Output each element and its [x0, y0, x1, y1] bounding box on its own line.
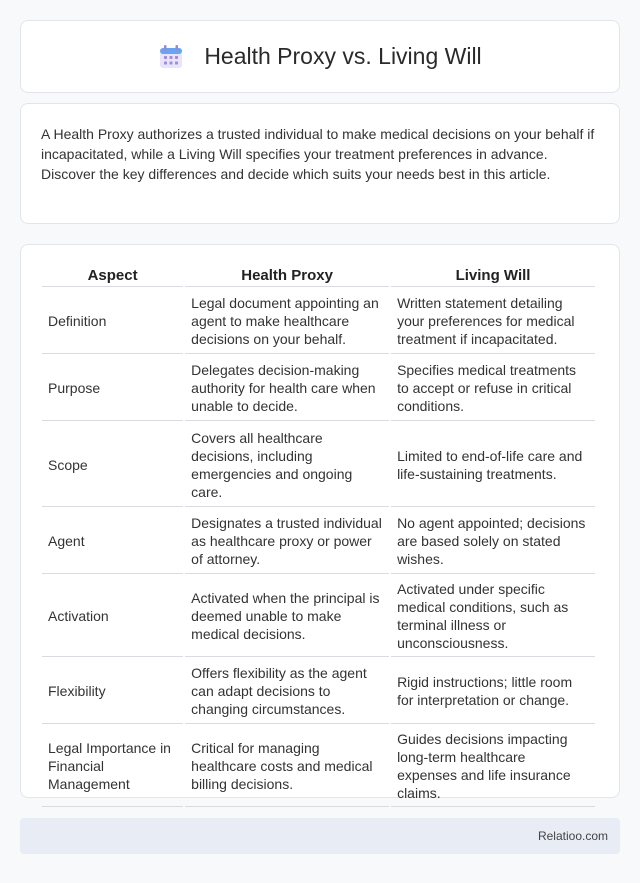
table-row: [42, 356, 595, 421]
intro-card: [20, 103, 620, 224]
page-title: Health Proxy vs. Living Will: [204, 43, 482, 69]
table-header-row: [42, 263, 595, 287]
row-will: Limited to end-of-life care and life-sustaining treatments.: [391, 423, 595, 507]
row-aspect: Definition: [42, 289, 183, 354]
table-row: [42, 576, 595, 657]
row-proxy: Offers flexibility as the agent can adapt decisions to changing circumstances.: [185, 659, 389, 724]
table-row: [42, 726, 595, 807]
row-proxy: Designates a trusted individual as healthcare proxy or power of attorney.: [185, 509, 389, 574]
table-row: [42, 509, 595, 574]
row-will: Activated under specific medical conditions, such as terminal illness or unconsciousness.: [391, 576, 595, 657]
row-aspect: Legal Importance in Financial Management: [42, 726, 183, 807]
row-proxy: Activated when the principal is deemed unable to make medical decisions.: [185, 576, 389, 657]
row-aspect: Flexibility: [42, 659, 183, 724]
row-will: Specifies medical treatments to accept or refuse in critical conditions.: [391, 356, 595, 421]
row-will: Guides decisions impacting long-term healthcare expenses and life insurance claims.: [391, 726, 595, 807]
header-aspect: Aspect: [42, 263, 183, 287]
footer: [20, 818, 620, 854]
row-aspect: Purpose: [42, 356, 183, 421]
table-row: [42, 659, 595, 724]
table-row: [42, 289, 595, 354]
row-will: No agent appointed; decisions are based solely on stated wishes.: [391, 509, 595, 574]
comparison-table: [40, 261, 597, 809]
footer-brand: Relatioo.com: [537, 829, 608, 843]
row-proxy: Legal document appointing an agent to make healthcare decisions on your behalf.: [185, 289, 389, 354]
row-will: Rigid instructions; little room for interpretation or change.: [391, 659, 595, 724]
row-proxy: Covers all healthcare decisions, including emergencies and ongoing care.: [185, 423, 389, 507]
row-aspect: Activation: [42, 576, 183, 657]
table-row: [42, 423, 595, 507]
header-health-proxy: Health Proxy: [185, 263, 389, 287]
row-will: Written statement detailing your preferences for medical treatment if incapacitated.: [391, 289, 595, 354]
intro-text: A Health Proxy authorizes a trusted individual to make medical decisions on your behalf if incapacitated, while a Living Will specifies your treatment preferences in advance. Discover the key differences and decide which suits your needs best in this article.: [41, 126, 595, 182]
calendar-icon: [158, 44, 184, 70]
title-card: [20, 20, 620, 93]
header-living-will: Living Will: [391, 263, 595, 287]
row-proxy: Critical for managing healthcare costs and medical billing decisions.: [185, 726, 389, 807]
row-aspect: Agent: [42, 509, 183, 574]
comparison-card: [20, 244, 620, 801]
row-aspect: Scope: [42, 423, 183, 507]
row-proxy: Delegates decision-making authority for health care when unable to decide.: [185, 356, 389, 421]
